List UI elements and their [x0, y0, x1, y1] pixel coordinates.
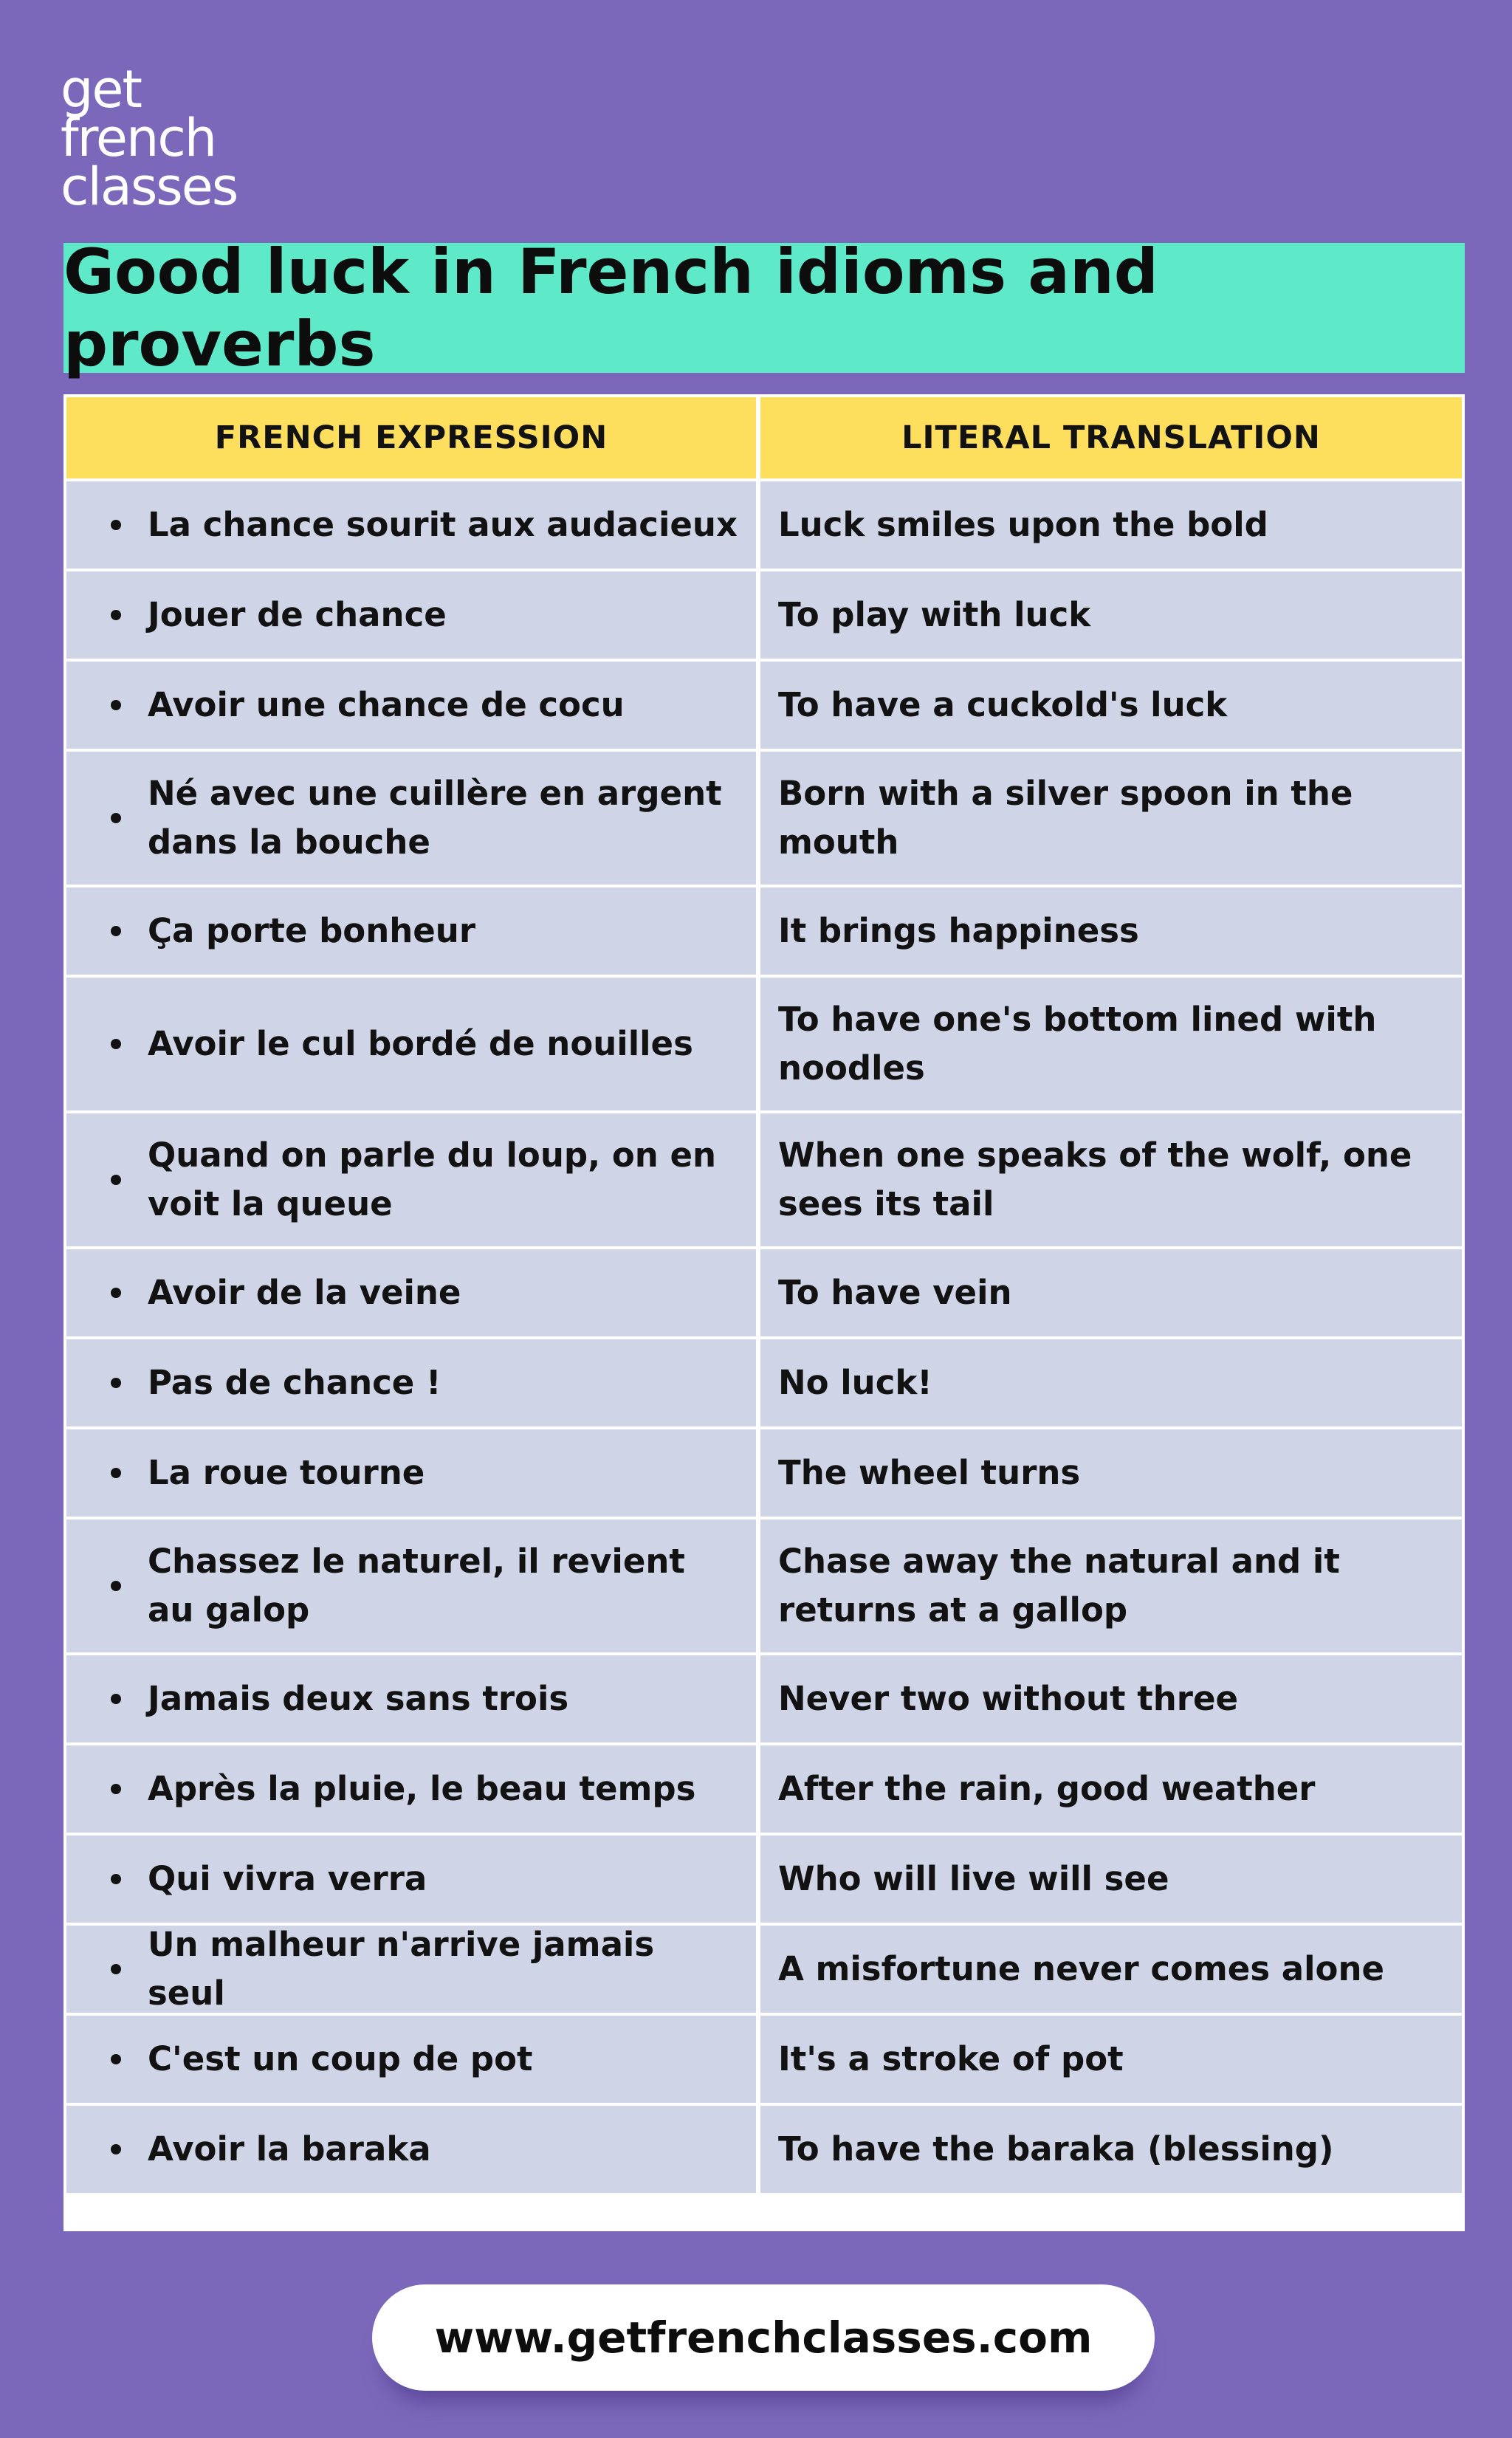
french-expression-text: Avoir une chance de cocu: [148, 685, 625, 724]
table-row: [63, 1113, 1465, 1246]
french-expression-cell: [66, 571, 756, 659]
literal-translation-text: It brings happiness: [778, 911, 1139, 950]
literal-translation-text: A misfortune never comes alone: [778, 1949, 1385, 1988]
french-expression-cell: [66, 752, 756, 885]
idioms-table: [63, 394, 1465, 2231]
literal-translation-cell: [760, 978, 1462, 1110]
literal-translation-text: Luck smiles upon the bold: [778, 505, 1268, 544]
table-row: [63, 887, 1465, 975]
bullet-icon: [111, 1784, 121, 1794]
literal-translation-cell: [760, 1836, 1462, 1923]
french-expression-cell: [66, 2016, 756, 2103]
french-expression-text: Jouer de chance: [148, 595, 447, 634]
website-url-pill[interactable]: [372, 2284, 1155, 2391]
table-row: [63, 481, 1465, 569]
table-row: [63, 1836, 1465, 1923]
literal-translation-text: No luck!: [778, 1363, 932, 1402]
french-expression-cell: [66, 1655, 756, 1742]
literal-translation-text: To have one's bottom lined with noodles: [778, 1000, 1377, 1088]
literal-translation-text: It's a stroke of pot: [778, 2039, 1124, 2078]
literal-translation-text: To have vein: [778, 1273, 1012, 1312]
literal-translation-cell: [760, 1339, 1462, 1426]
logo-line-get: get: [61, 59, 141, 120]
literal-translation-cell: [760, 1113, 1462, 1246]
french-expression-text: Avoir de la veine: [148, 1273, 461, 1312]
bullet-icon: [111, 2054, 121, 2064]
bullet-icon: [111, 1964, 121, 1974]
bullet-icon: [111, 1694, 121, 1704]
french-expression-cell: [66, 2106, 756, 2193]
french-expression-cell: [66, 481, 756, 569]
bullet-icon: [111, 1039, 121, 1049]
literal-translation-cell: [760, 481, 1462, 569]
french-expression-text: Avoir la baraka: [148, 2129, 431, 2169]
french-expression-text: Né avec une cuillère en argent dans la bouche: [148, 774, 722, 862]
french-expression-text: La chance sourit aux audacieux: [148, 505, 738, 544]
bullet-icon: [111, 700, 121, 710]
literal-translation-cell: [760, 1520, 1462, 1652]
literal-translation-text: Never two without three: [778, 1679, 1239, 1718]
literal-translation-text: To have the baraka (blessing): [778, 2129, 1334, 2169]
french-expression-cell: [66, 978, 756, 1110]
bullet-icon: [111, 1874, 121, 1884]
table-row: [63, 1520, 1465, 1652]
french-expression-text: Après la pluie, le beau temps: [148, 1769, 696, 1808]
literal-translation-cell: [760, 1249, 1462, 1336]
french-expression-cell: [66, 1926, 756, 2013]
literal-translation-text: Who will live will see: [778, 1859, 1169, 1898]
getfrenchclasses-logo: [61, 59, 238, 217]
french-expression-cell: [66, 1249, 756, 1336]
french-expression-cell: [66, 662, 756, 749]
french-expression-text: Quand on parle du loup, on en voit la queue: [148, 1136, 717, 1223]
table-row: [63, 1249, 1465, 1336]
literal-translation-cell: [760, 662, 1462, 749]
table-row: [63, 571, 1465, 659]
table-row: [63, 1926, 1465, 2013]
french-expression-cell: [66, 1339, 756, 1426]
website-url[interactable]: www.getfrenchclasses.com: [434, 2312, 1093, 2363]
literal-translation-cell: [760, 1429, 1462, 1517]
french-expression-text: Ça porte bonheur: [148, 911, 476, 950]
french-expression-cell: [66, 1745, 756, 1833]
french-expression-cell: [66, 887, 756, 975]
bullet-icon: [111, 1581, 121, 1591]
table-row: [63, 2016, 1465, 2103]
table-header-row: [63, 397, 1465, 478]
literal-translation-cell: [760, 571, 1462, 659]
literal-translation-cell: [760, 887, 1462, 975]
literal-translation-cell: [760, 1655, 1462, 1742]
french-expression-cell: [66, 1113, 756, 1246]
french-expression-text: Jamais deux sans trois: [148, 1679, 569, 1718]
literal-translation-text: After the rain, good weather: [778, 1769, 1316, 1808]
literal-translation-text: To play with luck: [778, 595, 1091, 634]
literal-translation-text: The wheel turns: [778, 1453, 1081, 1492]
table-row: [63, 752, 1465, 885]
french-expression-text: Pas de chance !: [148, 1363, 441, 1402]
french-expression-cell: [66, 1429, 756, 1517]
literal-translation-cell: [760, 2106, 1462, 2193]
french-expression-text: Un malheur n'arrive jamais seul: [148, 1925, 655, 2013]
french-expression-text: La roue tourne: [148, 1453, 425, 1492]
bullet-icon: [111, 813, 121, 823]
bullet-icon: [111, 1468, 121, 1478]
literal-translation-cell: [760, 752, 1462, 885]
logo-line-french: french: [61, 108, 216, 168]
french-expression-cell: [66, 1836, 756, 1923]
bullet-icon: [111, 1288, 121, 1298]
french-expression-text: Qui vivra verra: [148, 1859, 427, 1898]
header-french-expression: FRENCH EXPRESSION: [66, 397, 756, 478]
table-row: [63, 1655, 1465, 1742]
logo-line-classes: classes: [61, 157, 238, 217]
header-literal-translation: LITERAL TRANSLATION: [760, 397, 1462, 478]
french-expression-text: C'est un coup de pot: [148, 2039, 533, 2078]
french-expression-text: Chassez le naturel, il revient au galop: [148, 1542, 685, 1630]
table-row: [63, 2106, 1465, 2193]
literal-translation-text: Born with a silver spoon in the mouth: [778, 774, 1353, 862]
bullet-icon: [111, 610, 121, 620]
table-row: [63, 1429, 1465, 1517]
literal-translation-text: To have a cuckold's luck: [778, 685, 1228, 724]
bullet-icon: [111, 1378, 121, 1388]
literal-translation-text: When one speaks of the wolf, one sees its tail: [778, 1136, 1412, 1223]
french-expression-text: Avoir le cul bordé de nouilles: [148, 1024, 693, 1063]
page-title: Good luck in French idioms and proverbs: [63, 236, 1158, 380]
title-banner: [63, 236, 1465, 380]
literal-translation-cell: [760, 1745, 1462, 1833]
literal-translation-text: Chase away the natural and it returns at a gallop: [778, 1542, 1340, 1630]
bullet-icon: [111, 1175, 121, 1185]
table-row: [63, 662, 1465, 749]
bullet-icon: [111, 520, 121, 530]
table-row: [63, 1745, 1465, 1833]
literal-translation-cell: [760, 2016, 1462, 2103]
french-expression-cell: [66, 1520, 756, 1652]
bullet-icon: [111, 926, 121, 936]
bullet-icon: [111, 2144, 121, 2154]
literal-translation-cell: [760, 1926, 1462, 2013]
table-row: [63, 1339, 1465, 1426]
table-row: [63, 978, 1465, 1110]
